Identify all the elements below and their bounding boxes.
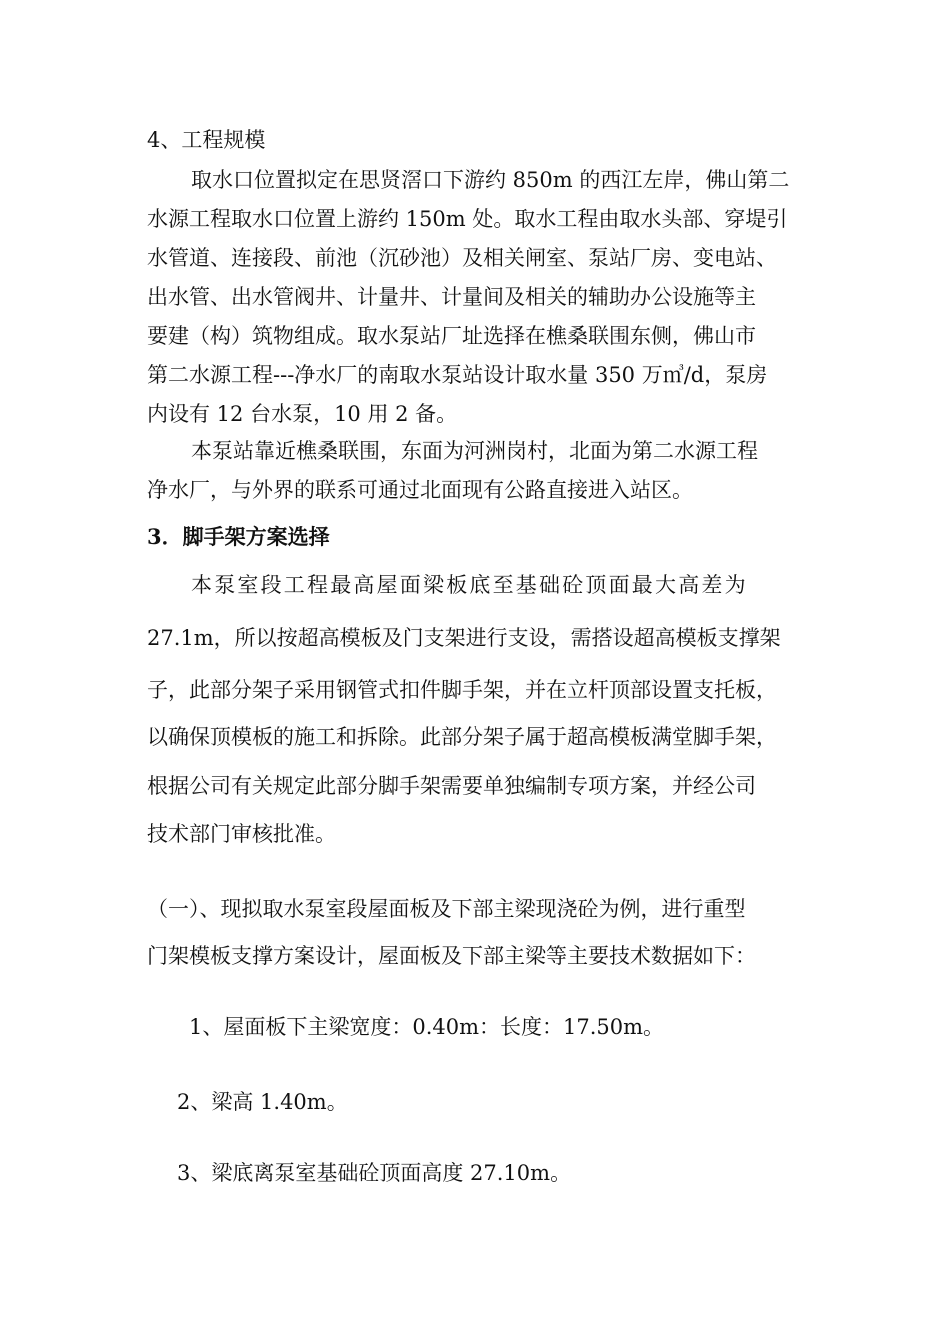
- text-line: 以确保顶模板的施工和拆除。此部分架子属于超高模板满堂脚手架，: [147, 725, 777, 749]
- text-line: 技术部门审核批准。: [147, 822, 336, 846]
- text-line: （一）、现拟取水泵室段屋面板及下部主梁现浇砼为例，进行重型: [147, 897, 746, 921]
- text-line: 本泵站靠近樵桑联围，东面为河洲岗村，北面为第二水源工程: [191, 439, 758, 463]
- text-line: 第二水源工程---净水厂的南取水泵站设计取水量 350 万㎥/d，泵房: [147, 363, 768, 387]
- text-line: 内设有 12 台水泵，10 用 2 备。: [147, 402, 458, 426]
- text-line: 水管道、连接段、前池（沉砂池）及相关闸室、泵站厂房、变电站、: [147, 246, 777, 270]
- text-line: 子，此部分架子采用钢管式扣件脚手架，并在立杆顶部设置支托板，: [147, 678, 777, 702]
- section-4-heading: 4、工程规模: [147, 128, 266, 152]
- text-line: 取水口位置拟定在思贤滘口下游约 850m 的西江左岸，佛山第二: [191, 168, 790, 192]
- text-line: 根据公司有关规定此部分脚手架需要单独编制专项方案，并经公司: [147, 774, 756, 798]
- list-item: 2、梁高 1.40m。: [177, 1090, 348, 1114]
- text-line: 27.1m，所以按超高模板及门支架进行支设，需搭设超高模板支撑架: [147, 626, 781, 650]
- text-line: 要建（构）筑物组成。取水泵站厂址选择在樵桑联围东侧，佛山市: [147, 324, 756, 348]
- text-line: 出水管、出水管阀井、计量井、计量间及相关的辅助办公设施等主: [147, 285, 756, 309]
- list-item: 3、梁底离泵室基础砼顶面高度 27.10m。: [177, 1161, 572, 1185]
- text-line: 本泵室段工程最高屋面梁板底至基础砼顶面最大高差为: [191, 573, 748, 597]
- text-line: 净水厂，与外界的联系可通过北面现有公路直接进入站区。: [147, 478, 693, 502]
- section-3-heading: 3．脚手架方案选择: [147, 524, 330, 549]
- text-line: 门架模板支撑方案设计，屋面板及下部主梁等主要技术数据如下：: [147, 944, 756, 968]
- text-line: 水源工程取水口位置上游约 150m 处。取水工程由取水头部、穿堤引: [147, 207, 788, 231]
- list-item: 1、屋面板下主梁宽度：0.40m：长度：17.50m。: [189, 1015, 665, 1039]
